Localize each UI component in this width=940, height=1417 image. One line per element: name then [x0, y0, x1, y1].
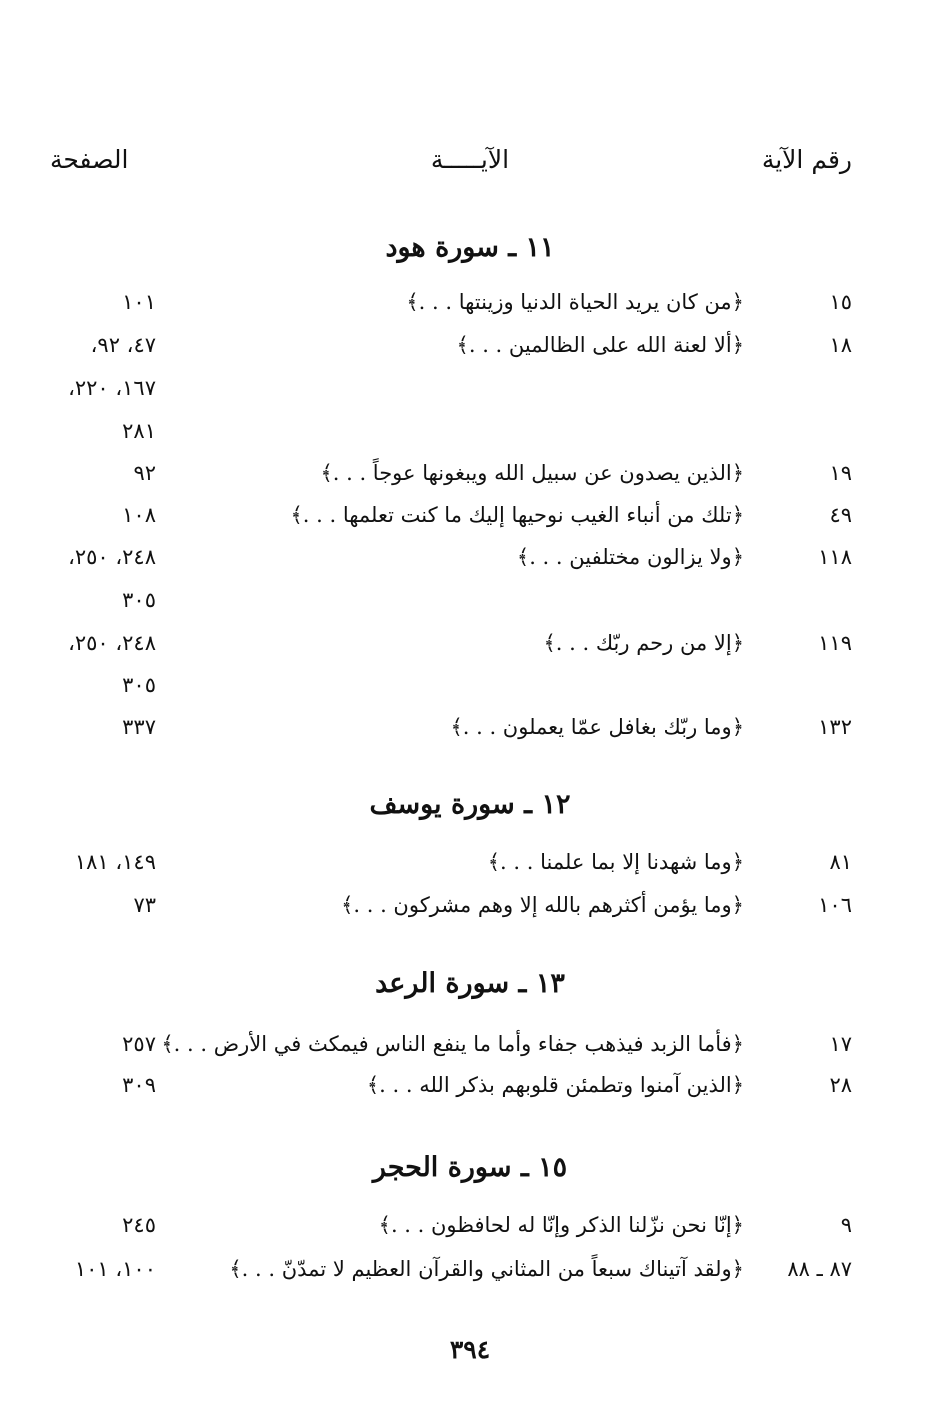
verse-text: ﴿الذين آمنوا وتطمئن قلوبهم بذكر الله . . .﴾ [366, 1073, 744, 1097]
page-references-continued: ٣٠٥ [122, 588, 156, 612]
verse-number: ١٥ [829, 290, 852, 314]
surah-title: ١٣ ـ سورة الرعد [375, 968, 565, 999]
page-number: ٣٩٤ [449, 1335, 491, 1364]
verse-number: ٨٧ ـ ٨٨ [787, 1257, 852, 1281]
verse-number: ١٠٦ [818, 893, 852, 917]
index-row [0, 850, 940, 880]
index-row [0, 1213, 940, 1243]
page-references: ٣٣٧ [122, 715, 156, 739]
verse-number-column-header: رقم الآية [761, 145, 852, 174]
index-row [0, 715, 940, 745]
verse-text: ﴿ولا يزالون مختلفين . . .﴾ [516, 545, 744, 569]
verse-number: ١٧ [829, 1032, 852, 1056]
verse-text: ﴿وما شهدنا إلا بما علمنا . . .﴾ [487, 850, 744, 874]
page-references: ٣٠٩ [122, 1073, 156, 1097]
verse-number: ١٨ [829, 333, 852, 357]
verse-number: ٨١ [829, 850, 852, 874]
page-references: ١٠٨ [122, 503, 156, 527]
verse-text: ﴿إلا من رحم ربّك . . .﴾ [543, 631, 744, 655]
index-row [0, 1257, 940, 1287]
verse-text: ﴿من كان يريد الحياة الدنيا وزينتها . . .﴾ [406, 290, 744, 314]
page-references: ١٠١ [122, 290, 156, 314]
verse-number: ٩ [840, 1213, 852, 1237]
page-references: ٢٥٧ [122, 1032, 156, 1056]
verse-text: ﴿ولقد آتيناك سبعاً من المثاني والقرآن العظيم لا تمدّنّ . . .﴾ [229, 1257, 744, 1281]
page-references: ٤٧، ٩٢، [90, 333, 156, 357]
page-references: ٧٣ [133, 893, 156, 917]
verse-text: ﴿ألا لعنة الله على الظالمين . . .﴾ [456, 333, 744, 357]
page-references: ٩٢ [133, 461, 156, 485]
surah-title: ١١ ـ سورة هود [385, 232, 555, 263]
page-references-continued: ٢٨١ [122, 419, 156, 443]
index-row [0, 461, 940, 491]
page-references: ١٤٩، ١٨١ [74, 850, 156, 874]
index-row [0, 1032, 940, 1062]
page-references-continued: ٣٠٥ [122, 673, 156, 697]
verse-text: ﴿تلك من أنباء الغيب نوحيها إليك ما كنت تعلمها . . .﴾ [290, 503, 744, 527]
verse-number: ٢٨ [829, 1073, 852, 1097]
verse-number: ١٩ [829, 461, 852, 485]
verse-number: ١١٨ [818, 545, 852, 569]
verse-column-header: الآيـــــة [430, 145, 510, 174]
page-references: ٢٤٥ [122, 1213, 156, 1237]
verse-text: ﴿وما ربّك بغافل عمّا يعملون . . .﴾ [450, 715, 744, 739]
index-row [0, 1073, 940, 1103]
index-row [0, 503, 940, 533]
page-references: ١٠٠، ١٠١ [74, 1257, 156, 1281]
index-row [0, 290, 940, 320]
verse-number: ١١٩ [818, 631, 852, 655]
verse-text: ﴿إنّا نحن نزّلنا الذكر وإنّا له لحافظون . . .﴾ [378, 1213, 744, 1237]
surah-title: ١٢ ـ سورة يوسف [369, 789, 571, 820]
index-row [0, 893, 940, 923]
verse-text: ﴿فأما الزبد فيذهب جفاء وأما ما ينفع الناس فيمكث في الأرض . . .﴾ [161, 1032, 744, 1056]
page-references-continued: ١٦٧، ٢٢٠، [68, 376, 156, 400]
surah-title: ١٥ ـ سورة الحجر [372, 1152, 568, 1183]
verse-number: ١٣٢ [818, 715, 852, 739]
page-column-header: الصفحة [50, 145, 129, 174]
index-row [0, 631, 940, 661]
page-references: ٢٤٨، ٢٥٠، [68, 545, 156, 569]
verse-number: ٤٩ [829, 503, 852, 527]
index-row [0, 333, 940, 363]
verse-text: ﴿وما يؤمن أكثرهم بالله إلا وهم مشركون . . .﴾ [341, 893, 744, 917]
verse-text: ﴿الذين يصدون عن سبيل الله ويبغونها عوجاً . . .﴾ [320, 461, 744, 485]
index-row [0, 545, 940, 575]
page-references: ٢٤٨، ٢٥٠، [68, 631, 156, 655]
